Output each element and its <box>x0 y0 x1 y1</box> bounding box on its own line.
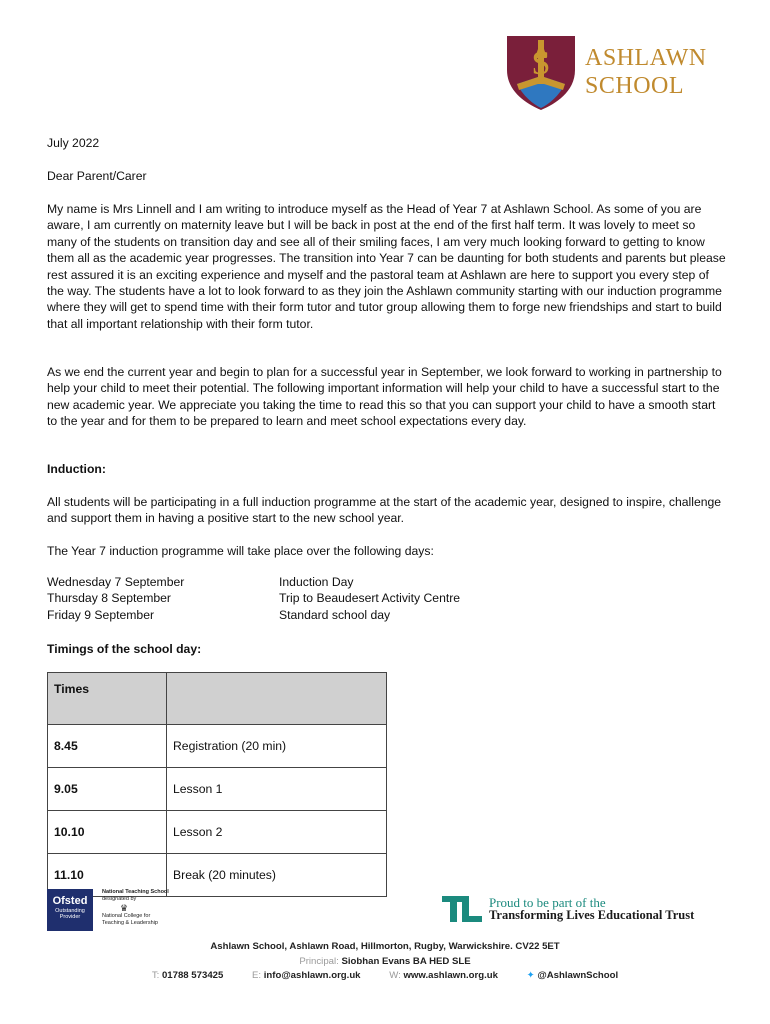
table-cell-activity: Lesson 2 <box>167 811 387 854</box>
twitter-bird-icon: ✦ <box>526 970 535 981</box>
letter-date: July 2022 <box>47 136 100 150</box>
table-row <box>48 768 387 811</box>
website-link[interactable]: www.ashlawn.org.uk <box>403 970 498 981</box>
table-row <box>48 811 387 854</box>
footer-twitter[interactable] <box>527 970 619 981</box>
paragraph-partnership: As we end the current year and begin to plan for a successful year in September, we look forward to working in partnership to help your child to meet their potential. The following important information will help your child to have a successful start to the new academic year. We appreciate you taking the time to read this so that you can support your child to have a smooth start to the year and for them to be prepared to learn and meet school expectations every day. <box>47 365 722 429</box>
nts-line: National Teaching School <box>102 889 169 895</box>
ofsted-badge <box>47 889 93 931</box>
table-header-row <box>48 673 387 725</box>
school-name <box>585 44 707 100</box>
footer-phone <box>152 970 224 981</box>
table-cell-time: 10.10 <box>48 811 167 854</box>
list-item <box>47 590 460 606</box>
induction-days-list <box>47 574 460 623</box>
ofsted-label: Ofsted <box>52 895 88 907</box>
teaching-school-badge <box>102 889 192 926</box>
list-item <box>47 607 460 623</box>
induction-day-activity: Induction Day <box>279 575 354 589</box>
induction-day-activity: Standard school day <box>279 607 391 622</box>
paragraph-induction: All students will be participating in a full induction programme at the start of the academic year, designed to inspire, challenge and support them in having a positive start to the new school year. <box>47 495 722 526</box>
induction-day-date: Thursday 8 September <box>47 591 171 606</box>
table-cell-activity: Lesson 1 <box>167 768 387 811</box>
list-item <box>47 574 460 590</box>
trust-logo <box>442 896 724 924</box>
web-label: W: <box>389 970 401 981</box>
trust-mark-icon <box>442 896 482 922</box>
nts-line: Teaching & Leadership <box>102 919 158 926</box>
trust-tagline: Proud to be part of the <box>489 895 606 910</box>
nts-line: designated by <box>102 895 137 902</box>
table-cell-time: 9.05 <box>48 768 167 811</box>
ofsted-sublabel: Outstanding Provider <box>55 908 85 920</box>
timings-table <box>47 672 387 897</box>
principal-label: Principal: <box>299 956 339 967</box>
nts-line: National College for <box>102 913 151 919</box>
induction-day-date: Wednesday 7 September <box>47 575 185 589</box>
crown-icon: ♛ <box>120 903 129 913</box>
induction-day-activity: Trip to Beaudesert Activity Centre <box>279 591 461 606</box>
phone-label: T: <box>151 970 160 981</box>
induction-heading: Induction: <box>47 462 106 476</box>
phone-number: 01788 573425 <box>161 970 224 981</box>
footer-email[interactable] <box>252 970 361 981</box>
crest-letter: S <box>531 45 551 82</box>
table-cell-activity: Registration (20 min) <box>167 725 387 768</box>
table-cell-time: 8.45 <box>48 725 167 768</box>
paragraph-intro: My name is Mrs Linnell and I am writing to introduce myself as the Head of Year 7 at Ashlawn School. As some of you are aware, I am currently on maternity leave but I will be back in post at the end of the first half term. It was lovely to meet so many of the students on transition day and see all of their smiling faces, I am very much looking forward to getting to know them all as the academic year progresses. The transition into Year 7 can be daunting for both students and parents but please rest assured it is an exciting experience and myself and the pastoral team at Ashlawn are here to support you every step of the way. The students have a lot to look forward to as they join the Ashlawn community starting with our induction programme where they will get to spend time with their form tutor and tutor group allowing them to forge new friendships and start to build that all important relationship with their form tutor. <box>47 202 726 331</box>
timings-heading: Timings of the school day: <box>47 642 202 656</box>
footer-contacts <box>0 970 770 981</box>
principal-name: Siobhan Evans BA HED SLE <box>341 956 471 967</box>
footer-website[interactable] <box>389 970 498 981</box>
table-cell-time: 11.10 <box>48 854 167 897</box>
table-row <box>48 854 387 897</box>
salutation: Dear Parent/Carer <box>47 169 147 183</box>
trust-name: Transforming Lives Educational Trust <box>489 908 695 922</box>
school-logo <box>505 34 727 114</box>
school-name-line2: SCHOOL <box>585 73 685 99</box>
table-cell-activity: Break (20 minutes) <box>167 854 387 897</box>
email-link[interactable]: info@ashlawn.org.uk <box>263 970 361 981</box>
email-label: E: <box>252 970 262 981</box>
table-header-cell: Times <box>48 673 167 725</box>
school-crest-icon <box>505 34 577 112</box>
paragraph-induction-days: The Year 7 induction programme will take place over the following days: <box>47 544 434 558</box>
footer-address: Ashlawn School, Ashlawn Road, Hillmorton, Rugby, Warwickshire. CV22 5ET <box>210 941 560 952</box>
induction-day-date: Friday 9 September <box>47 607 155 622</box>
twitter-handle[interactable]: @AshlawnSchool <box>537 970 619 981</box>
school-name-line1: ASHLAWN <box>585 45 707 71</box>
table-row <box>48 725 387 768</box>
table-header-cell <box>167 673 387 725</box>
footer-principal <box>0 956 770 967</box>
